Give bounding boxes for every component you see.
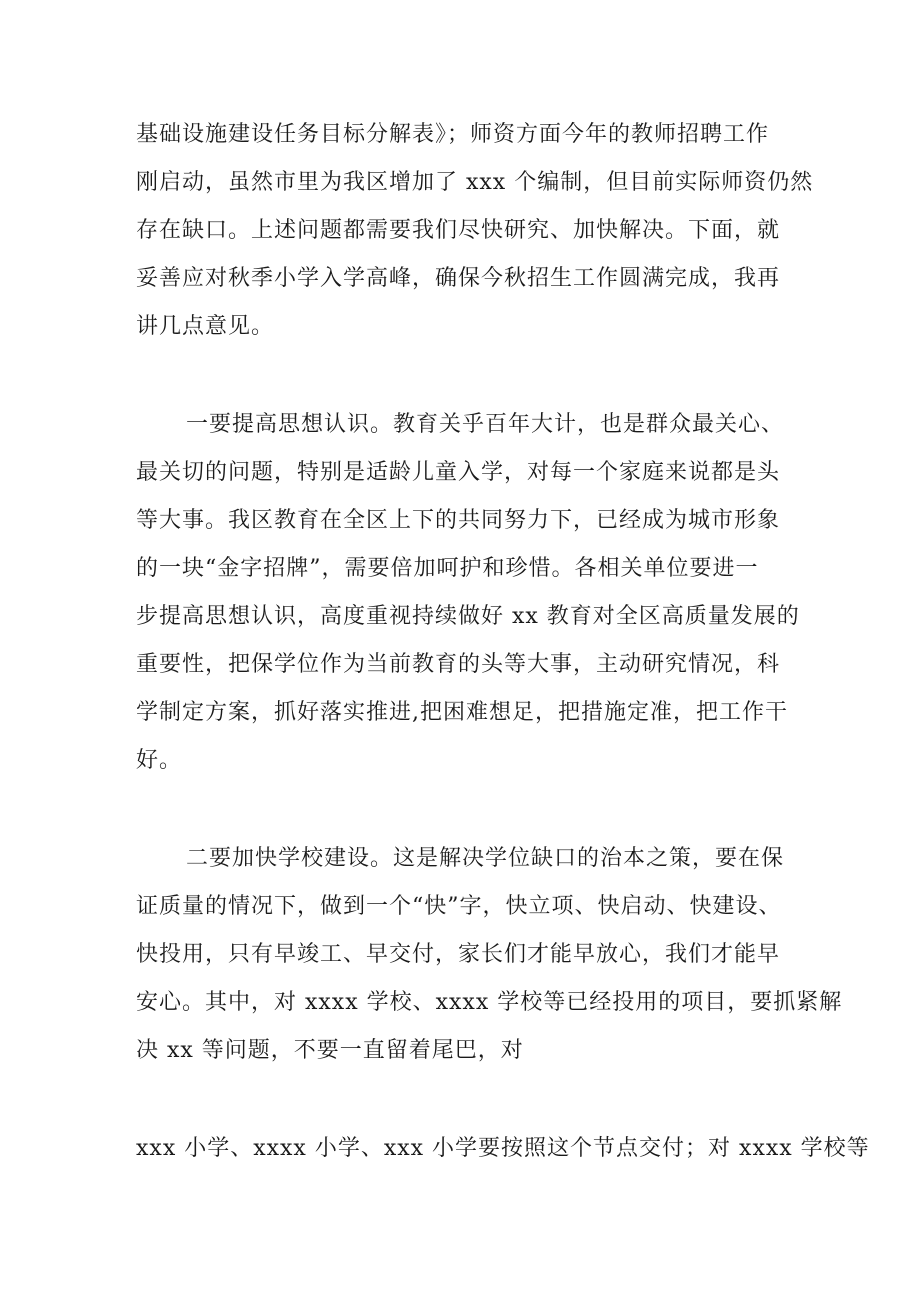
text-line: 快投用，只有早竣工、早交付，家长们才能早放心，我们才能早 [136, 942, 781, 967]
text-line: 刚启动，虽然市里为我区增加了 xxx 个编制，但目前实际师资仍然 [136, 170, 814, 195]
text-line: 最关切的问题，特别是适龄儿童入学，对每一个家庭来说都是头 [136, 460, 781, 485]
text-line: 二要加快学校建设。这是解决学位缺口的治本之策，要在保 [186, 846, 785, 871]
text-line: 证质量的情况下，做到一个“快”字，快立项、快启动、快建设、 [136, 894, 782, 919]
text-line: 存在缺口。上述问题都需要我们尽快研究、加快解决。下面，就 [136, 218, 781, 243]
text-line: 等大事。我区教育在全区上下的共同努力下，已经成为城市形象 [136, 508, 781, 533]
text-line: 安心。其中，对 xxxx 学校、xxxx 学校等已经投用的项目，要抓紧解 [136, 990, 843, 1015]
text-line: 基础设施建设任务目标分解表》；师资方面今年的教师招聘工作 [136, 122, 770, 147]
text-line: 一要提高思想认识。教育关乎百年大计，也是群众最关心、 [186, 412, 785, 437]
text-line: 步提高思想认识，高度重视持续做好 xx 教育对全区高质量发展的 [136, 604, 800, 629]
text-line: 妥善应对秋季小学入学高峰，确保今秋招生工作圆满完成，我再 [136, 266, 781, 291]
text-line: 决 xx 等问题，不要一直留着尾巴，对 [136, 1038, 524, 1063]
text-line: 学制定方案，抓好落实推进,把困难想足，把措施定准，把工作干 [136, 700, 788, 725]
text-line: 重要性，把保学位作为当前教育的头等大事，主动研究情况，科 [136, 652, 781, 677]
text-line: 好。 [136, 748, 183, 773]
text-line: xxx 小学、xxxx 小学、xxx 小学要按照这个节点交付；对 xxxx 学校等 [136, 1136, 870, 1161]
text-line: 讲几点意见。 [136, 314, 275, 339]
text-line: 的一块“金字招牌”，需要倍加呵护和珍惜。各相关单位要进一 [136, 556, 759, 581]
